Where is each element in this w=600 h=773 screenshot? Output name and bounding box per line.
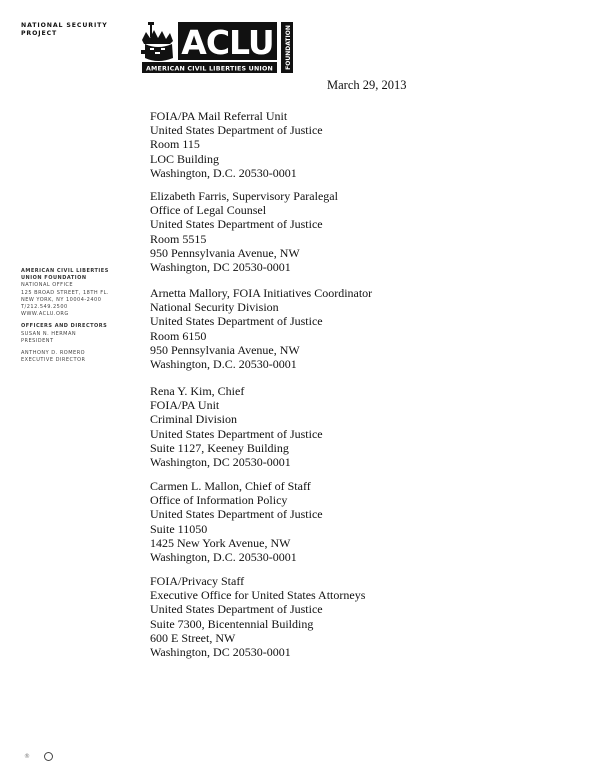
logo-side-text: FOUNDATION [285,25,292,70]
address-line: United States Department of Justice [150,314,323,329]
project-name [21,22,108,38]
sidebar-line: 125 BROAD STREET, 18TH FL. [21,289,110,296]
recipient-address [150,384,323,469]
recipient-address [150,479,323,564]
address-line: United States Department of Justice [150,602,323,617]
address-line: United States Department of Justice [150,217,323,232]
address-line: Room 6150 [150,328,207,343]
address-line: Arnetta Mallory, FOIA Initiatives Coordinator [150,286,373,300]
footer-mark: ® [24,753,30,760]
statue-of-liberty-icon [141,22,173,61]
address-line: Washington, DC 20530-0001 [150,645,291,660]
sidebar-line: SUSAN N. HERMAN [21,330,77,337]
project-line: PROJECT [21,30,58,37]
address-line: Washington, D.C. 20530-0001 [150,550,297,565]
address-line: United States Department of Justice [150,123,323,138]
address-line: Suite 1127, Keeney Building [150,440,289,455]
address-line: Suite 7300, Bicentennial Building [150,616,314,631]
address-line: LOC Building [150,151,220,166]
recipient-address [150,574,365,659]
address-line: Washington, D.C. 20530-0001 [150,165,297,180]
logo-bottom-text: AMERICAN CIVIL LIBERTIES UNION [145,65,274,73]
address-line: Carmen L. Mallon, Chief of Staff [150,479,311,493]
letterhead-sidebar [21,268,109,364]
address-line: Washington, DC 20530-0001 [150,455,291,470]
address-line: United States Department of Justice [150,507,323,522]
recipient-address [150,286,372,371]
sidebar-officers-heading: OFFICERS AND DIRECTORS [21,323,108,330]
address-line: 950 Pennsylvania Avenue, NW [150,342,300,357]
address-line: Room 115 [150,137,200,152]
recycled-paper-icon [44,752,53,761]
address-line: Criminal Division [150,412,237,427]
project-line: NATIONAL SECURITY [21,22,108,29]
sidebar-line: NEW YORK, NY 10004-2400 [21,296,102,303]
sidebar-line: T/212.549.2500 [21,304,68,311]
sidebar-line: EXECUTIVE DIRECTOR [21,357,86,364]
address-line: FOIA/PA Unit [150,398,220,413]
letter-date: March 29, 2013 [327,78,407,92]
recipient-address [150,109,323,180]
sidebar-line: ANTHONY D. ROMERO [21,350,86,357]
address-line: Room 5515 [150,231,207,246]
address-line: FOIA/PA Mail Referral Unit [150,109,288,123]
address-line: National Security Division [150,300,279,315]
logo-main-text: ACLU [181,23,274,62]
sidebar-line: PRESIDENT [21,337,54,344]
recipient-address [150,189,338,274]
address-line: Washington, D.C. 20530-0001 [150,357,297,372]
address-line: Elizabeth Farris, Supervisory Paralegal [150,189,338,203]
sidebar-line: AMERICAN CIVIL LIBERTIES [21,268,109,274]
address-line: Washington, DC 20530-0001 [150,260,291,275]
address-line: Executive Office for United States Attorneys [150,588,366,603]
address-line: Office of Information Policy [150,493,288,508]
address-line: Rena Y. Kim, Chief [150,384,245,398]
address-line: Suite 11050 [150,521,208,536]
address-line: Office of Legal Counsel [150,203,267,218]
sidebar-line: UNION FOUNDATION [21,275,87,282]
address-line: United States Department of Justice [150,426,323,441]
aclu-logo [140,20,296,76]
address-line: 950 Pennsylvania Avenue, NW [150,245,300,260]
sidebar-line: WWW.ACLU.ORG [21,311,69,318]
address-line: 1425 New York Avenue, NW [150,535,291,550]
address-line: FOIA/Privacy Staff [150,574,245,588]
address-line: 600 E Street, NW [150,630,236,645]
sidebar-line: NATIONAL OFFICE [21,282,74,289]
